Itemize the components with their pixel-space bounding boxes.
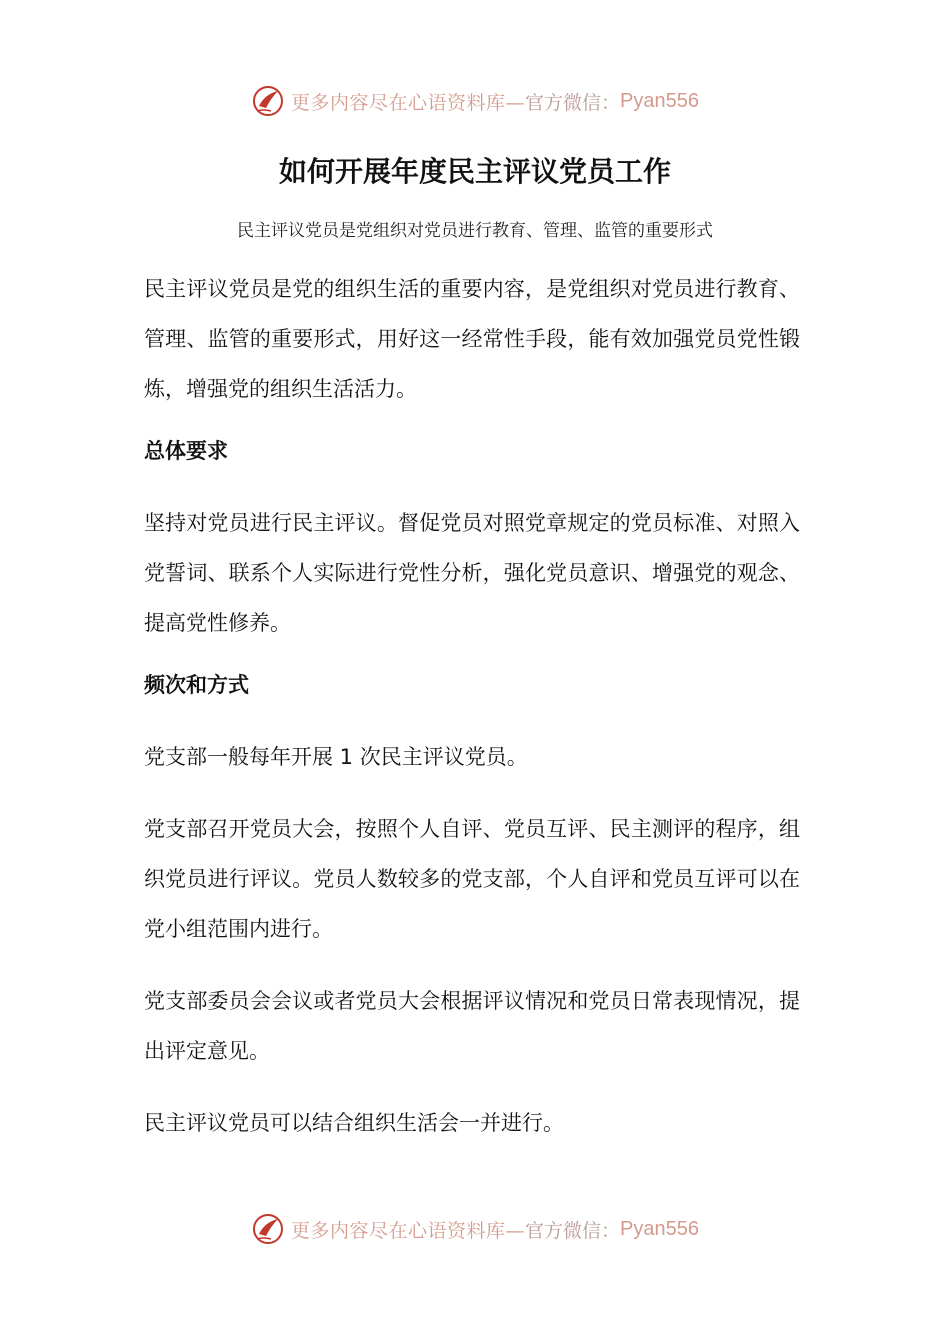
banner-wechat-id: Pyan556 [620,1217,699,1240]
paragraph: 党支部召开党员大会，按照个人自评、党员互评、民主测评的程序，组织党员进行评议。党员人数较多的党支部，个人自评和党员互评可以在党小组范围内进行。 [144,817,800,941]
section-heading-requirements: 总体要求 [144,439,228,463]
banner-text: 更多内容尽在心语资料库— [291,91,526,114]
footer-banner[interactable] [0,1212,950,1246]
paragraph: 坚持对党员进行民主评议。督促党员对照党章规定的党员标准、对照入党誓词、联系个人实际进行党性分析，强化党员意识、增强党的观念、提高党性修养。 [144,511,800,635]
pen-logo-icon [251,1212,285,1246]
pen-logo-icon [251,84,285,118]
paragraph: 党支部委员会会议或者党员大会根据评议情况和党员日常表现情况，提出评定意见。 [144,989,800,1063]
page-title: 如何开展年度民主评议党员工作 [278,155,671,188]
banner-wechat-id: Pyan556 [620,89,699,112]
article-body [144,264,800,1170]
section-heading-frequency: 频次和方式 [144,673,249,697]
header-banner[interactable] [0,84,950,118]
banner-wechat-label: 官方微信： [525,1219,621,1242]
banner-wechat-label: 官方微信： [525,91,621,114]
paragraph: 民主评议党员可以结合组织生活会一并进行。 [144,1111,564,1135]
banner-text: 更多内容尽在心语资料库— [291,1219,526,1242]
paragraph: 党支部一般每年开展 1 次民主评议党员。 [144,745,528,769]
intro-paragraph: 民主评议党员是党的组织生活的重要内容，是党组织对党员进行教育、管理、监管的重要形式，用好这一经常性手段，能有效加强党员党性锻炼，增强党的组织生活活力。 [144,277,800,401]
page-subtitle: 民主评议党员是党组织对党员进行教育、管理、监管的重要形式 [237,221,713,241]
